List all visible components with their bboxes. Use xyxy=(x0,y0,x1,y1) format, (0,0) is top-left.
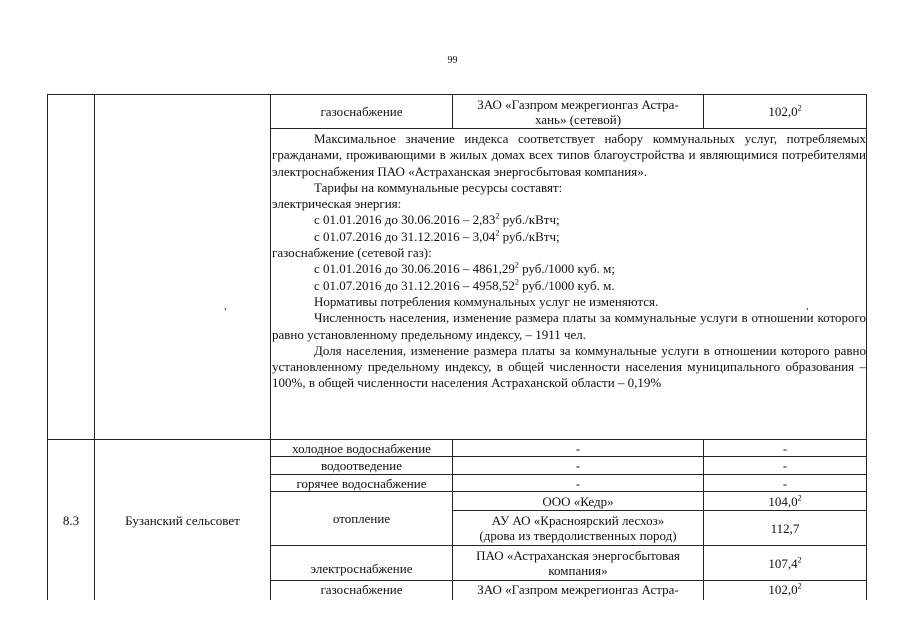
section-number-cell xyxy=(48,440,94,600)
row-value: - xyxy=(782,458,788,473)
top-provider-line1: ЗАО «Газпром межрегионгаз Астра- xyxy=(477,96,679,112)
section-name-cell xyxy=(95,440,270,600)
scan-mark: , xyxy=(806,300,809,312)
page-number: 99 xyxy=(447,55,458,66)
note-gas-label: газоснабжение (сетевой газ): xyxy=(272,245,432,261)
heating-value-2: 112,7 xyxy=(770,520,800,536)
top-service: газоснабжение xyxy=(320,104,403,119)
row-service: холодное водоснабжение xyxy=(292,440,431,456)
top-index-value: 102,0$^2$ xyxy=(768,103,802,119)
explanatory-note xyxy=(272,131,866,392)
note-tariffs-heading: Тарифы на коммунальные ресурсы составят: xyxy=(314,179,563,195)
row-provider: - xyxy=(575,458,581,473)
note-gas-tariff-1: с 01.01.2016 до 30.06.2016 – 4861,29$^2$ руб./1000 куб. м; xyxy=(314,261,615,277)
row-provider: - xyxy=(575,440,581,456)
note-share: Доля населения, изменение размера платы за коммунальные услуги в отношении которого равно установленному предельному индексу, в общей численности населения муниципального образования – 100%, в общей численности населения Астраханской области – 0,19% xyxy=(272,342,866,391)
note-electric-label: электрическая энергия: xyxy=(272,196,402,212)
gas-value: 102,0$^2$ xyxy=(768,581,802,597)
row-service: водоотведение xyxy=(320,458,403,473)
heating-provider-1: ООО «Кедр» xyxy=(542,493,614,509)
electricity-value: 107,4$^2$ xyxy=(768,555,802,571)
top-service-cell xyxy=(271,95,452,128)
row-value: - xyxy=(782,440,788,456)
top-provider-cell xyxy=(453,95,703,128)
heating-provider-2: АУ АО «Красноярский лесхоз» (дрова из твердолиственных пород) xyxy=(479,513,677,543)
note-gas-tariff-2: с 01.07.2016 до 31.12.2016 – 4958,52$^2$ руб./1000 куб. м. xyxy=(314,277,615,293)
top-provider-line2: хань» (сетевой) xyxy=(534,111,622,127)
section-name: Бузанский сельсовет xyxy=(125,512,240,528)
row-service: горячее водоснабжение xyxy=(296,475,427,491)
gas-provider: ЗАО «Газпром межрегионгаз Астра- xyxy=(477,582,679,597)
note-electric-tariff-1: с 01.01.2016 до 30.06.2016 – 2,83$^2$ руб./кВтч; xyxy=(314,212,560,228)
top-index-cell xyxy=(704,95,866,128)
section-number: 8.3 xyxy=(62,512,80,528)
row-value: - xyxy=(782,475,788,491)
gas-service: газоснабжение xyxy=(320,582,403,597)
heating-value-1: 104,0$^2$ xyxy=(768,493,802,509)
note-population: Численность населения, изменение размера платы за коммунальные услуги в отношении которого равно установленному предельному индексу, – 1911 чел. xyxy=(272,310,866,342)
scan-mark: , xyxy=(224,300,227,312)
heating-service: отопление xyxy=(332,511,391,526)
row-provider: - xyxy=(575,475,581,491)
electricity-service: электроснабжение xyxy=(310,560,413,576)
note-electric-tariff-2: с 01.07.2016 до 31.12.2016 – 3,04$^2$ руб./кВтч; xyxy=(314,228,560,244)
electricity-provider: ПАО «Астраханская энергосбытовая компания» xyxy=(476,548,680,578)
note-max-index: Максимальное значение индекса соответствует набору коммунальных услуг, потребляемых гражданами, проживающими в жилых домах всех типов благоустройства и являющимися потребителями электроснабжения ПАО «Астраханская энергосбытовая компания». xyxy=(272,131,866,179)
note-norms: Нормативы потребления коммунальных услуг не изменяются. xyxy=(314,293,659,309)
